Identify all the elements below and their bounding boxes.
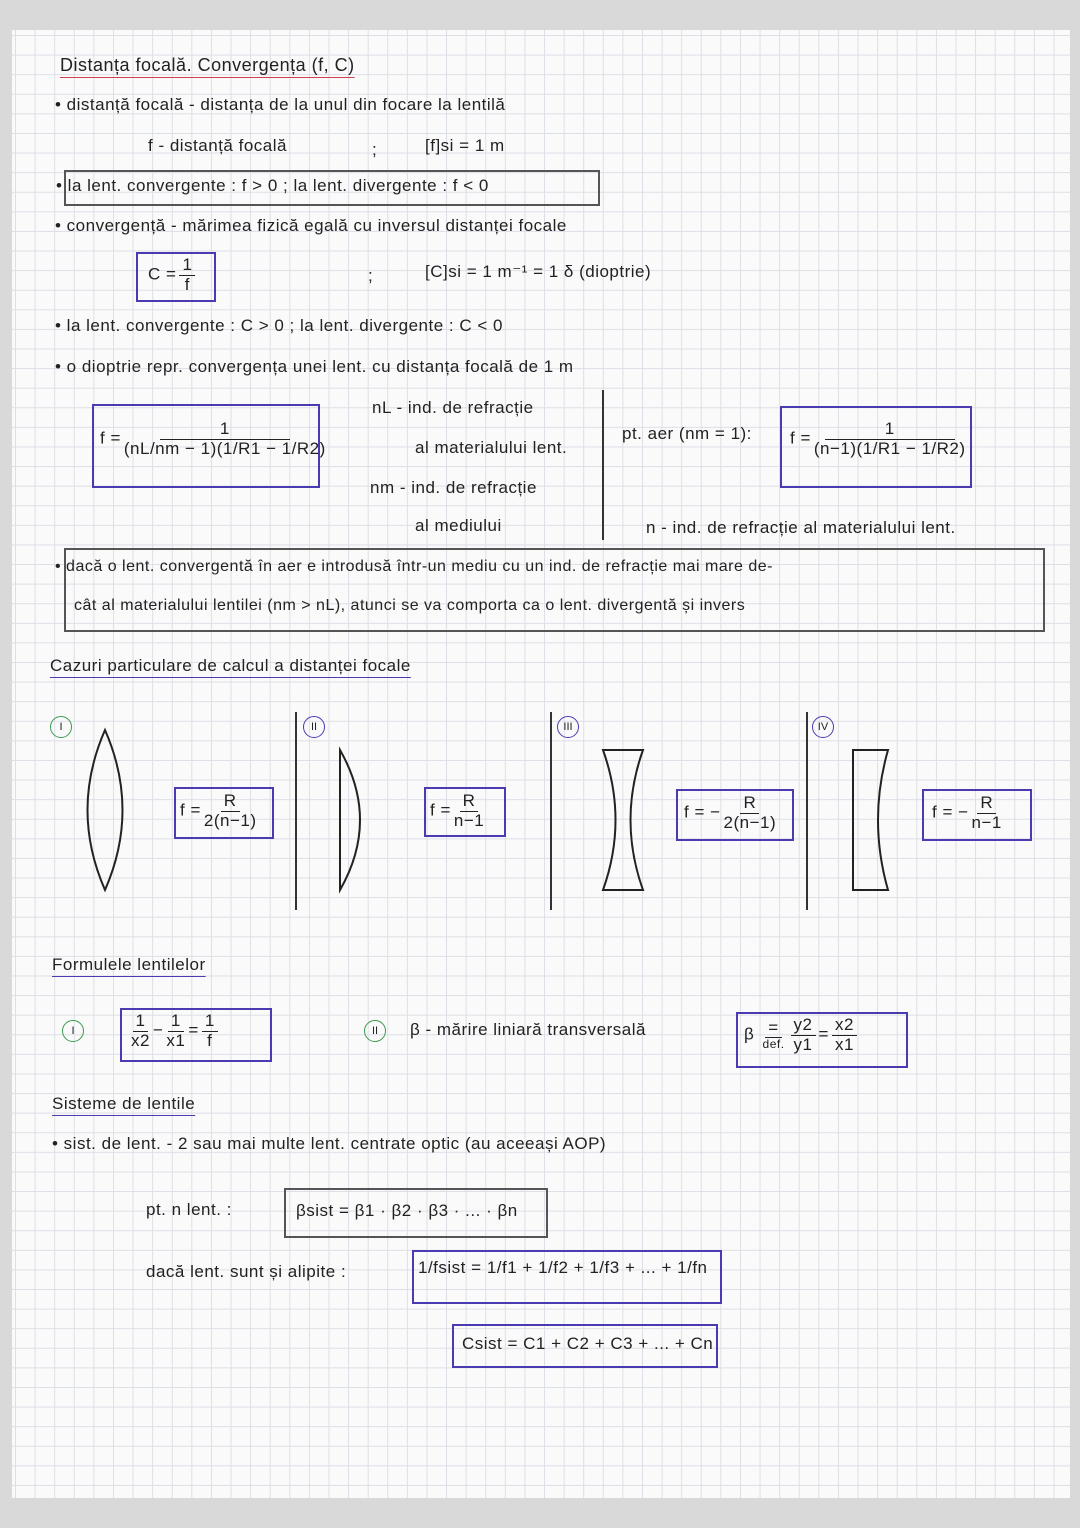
planoconcave-lens-icon xyxy=(848,745,894,895)
nm-description: nm - ind. de refracție xyxy=(370,478,537,497)
focal-definition: • distanță focală - distanța de la unul din focare la lentilă xyxy=(55,95,506,114)
separator: ; xyxy=(372,140,378,159)
case-3-formula: f = − $\frac{R}{2(n-1)}$ xyxy=(684,793,777,832)
cases-heading: Cazuri particulare de calcul a distanței focale xyxy=(50,656,411,675)
dioptre-definition: • o dioptrie repr. convergența unei lent. cu distanța focală de 1 m xyxy=(55,357,574,376)
case-2-formula: f = $\frac{R}{n-1}$ xyxy=(430,791,485,830)
convergence-sign-rule: • la lent. convergente : C > 0 ; la lent. divergente : C < 0 xyxy=(55,316,503,335)
case-number-4: IV xyxy=(812,716,834,738)
glued-lenses-label: dacă lent. sunt și alipite : xyxy=(146,1262,347,1281)
planoconvex-lens-icon xyxy=(335,745,375,895)
nm-description-2: al mediului xyxy=(415,516,502,535)
case-divider xyxy=(295,712,297,910)
divider-line xyxy=(602,390,604,540)
convergence-unit: [C]si = 1 m⁻¹ = 1 δ (dioptrie) xyxy=(425,262,652,281)
focal-sign-rule: • la lent. convergente : f > 0 ; la lent. divergente : f < 0 xyxy=(56,176,489,195)
case-number-2: II xyxy=(303,716,325,738)
air-label: pt. aer (nm = 1): xyxy=(622,424,752,443)
systems-definition: • sist. de lent. - 2 sau mai multe lent. centrate optic (au aceeași AOP) xyxy=(52,1134,607,1153)
beta-system-formula: βsist = β1 · β2 · β3 · ... · βn xyxy=(296,1201,518,1220)
magnification-formula: β $\frac{=}{\text{def.}}$ $\frac{y2}{y1}$ = $\frac{x2}{x1}$ xyxy=(744,1016,860,1054)
lens-formula: $\frac{1}{x2}$ − $\frac{1}{x1}$ = $\frac{1}{f}$ xyxy=(128,1012,221,1050)
formula-number-1: I xyxy=(62,1020,84,1042)
note-line-1: • dacă o lent. convergentă în aer e introdusă într-un mediu cu un ind. de refracție mai mare de- xyxy=(55,558,773,575)
biconcave-lens-icon xyxy=(598,745,648,895)
page-title: Distanța focală. Convergența (f, C) xyxy=(60,55,355,75)
convergence-formula: C = $\frac{1}{f}$ xyxy=(148,256,198,294)
convergence-definition: • convergență - mărimea fizică egală cu inversul distanței focale xyxy=(55,216,567,235)
formula-number-2: II xyxy=(364,1020,386,1042)
case-1-formula: f = $\frac{R}{2(n-1)}$ xyxy=(180,791,257,830)
nl-description: nL - ind. de refracție xyxy=(372,398,534,417)
lens-formulas-heading: Formulele lentilelor xyxy=(52,955,206,974)
separator: ; xyxy=(368,266,374,285)
case-number-3: III xyxy=(557,716,579,738)
note-line-2: cât al materialului lentilei (nm > nL), atunci se va comporta ca o lent. divergentă și invers xyxy=(74,597,746,614)
n-description: n - ind. de refracție al materialului lent. xyxy=(646,518,956,537)
nl-description-2: al materialului lent. xyxy=(415,438,568,457)
biconvex-lens-icon xyxy=(80,725,130,895)
focal-unit: [f]si = 1 m xyxy=(425,136,505,155)
air-formula: f = $\frac{1}{(n-1)(1/R1 - 1/R2)}$ xyxy=(790,419,966,458)
focal-symbol: f - distanță focală xyxy=(148,136,287,155)
glued-formula: 1/fsist = 1/f1 + 1/f2 + 1/f3 + ... + 1/fn xyxy=(418,1258,708,1277)
case-divider xyxy=(550,712,552,910)
case-divider xyxy=(806,712,808,910)
magnification-description: β - mărire liniară transversală xyxy=(410,1020,646,1039)
case-4-formula: f = − $\frac{R}{n-1}$ xyxy=(932,793,1002,832)
n-lenses-label: pt. n lent. : xyxy=(146,1200,232,1219)
case-number-1: I xyxy=(50,716,72,738)
general-formula: f = $\frac{1}{(nL/nm - 1)(1/R1 - 1/R2)}$ xyxy=(100,419,326,458)
systems-heading: Sisteme de lentile xyxy=(52,1094,196,1113)
c-system-formula: Csist = C1 + C2 + C3 + ... + Cn xyxy=(462,1334,714,1353)
